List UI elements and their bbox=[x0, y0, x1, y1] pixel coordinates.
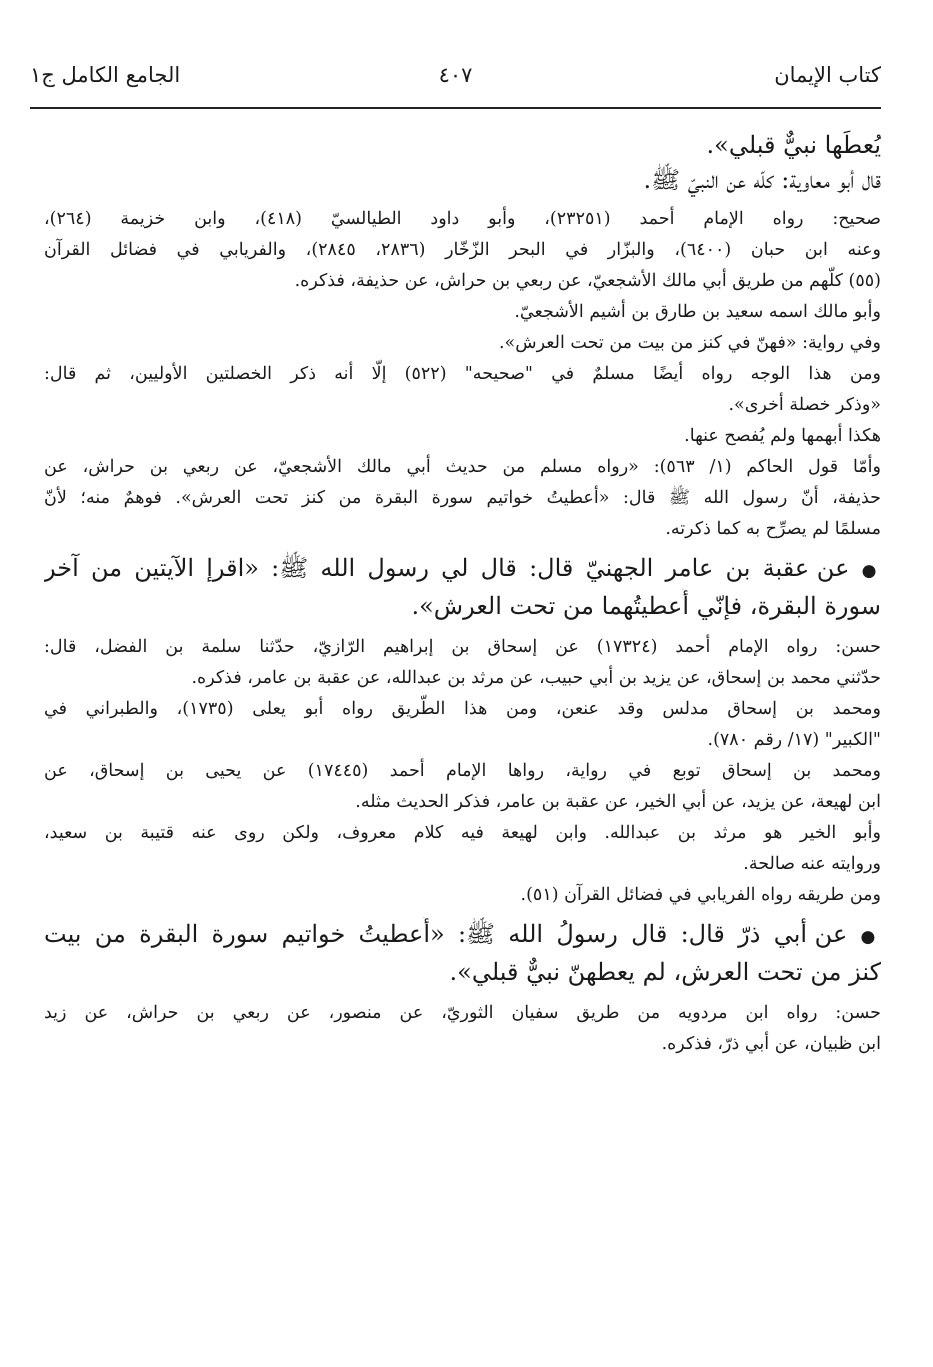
running-header bbox=[30, 60, 881, 100]
header-rule bbox=[30, 107, 881, 109]
commentary-line: ابن ظبيان، عن أبي ذرّ، فذكره. bbox=[661, 1034, 881, 1054]
commentary-line: ومحمد بن إسحاق مدلس وقد عنعن، ومن هذا الطّريق رواه أبو يعلى (١٧٣٥)، والطبراني في bbox=[44, 699, 881, 719]
commentary-line: مسلمًا لم يصرِّح به كما ذكرته. bbox=[665, 519, 881, 539]
bullet-icon: ● bbox=[861, 561, 881, 581]
hadith-text-line: كنز من تحت العرش، لم يعطهنّ نبيٌّ قبلي». bbox=[449, 958, 881, 986]
commentary-line: هكذا أبهمها ولم يُفصح عنها. bbox=[684, 426, 881, 446]
commentary-line: وعنه ابن حبان (٦٤٠٠)، والبزّار في البحر الزّخّار (٢٨٣٦، ٢٨٤٥)، والفريابي في فضائل القرآن bbox=[44, 240, 881, 260]
page-number: ٤٠٧ bbox=[438, 63, 473, 87]
page-body bbox=[44, 128, 881, 1060]
hadith-text: عن عقبة بن عامر الجهنيّ قال: قال لي رسول الله ﷺ: «اقرإ الآيتين من آخر bbox=[44, 554, 850, 582]
hadith-text-line: سورة البقرة، فإنّي أُعطيتُهما من تحت العرش». bbox=[411, 592, 881, 620]
commentary-line: حسن: رواه الإمام أحمد (١٧٣٢٤) عن إسحاق بن إبراهيم الرّازيّ، حدّثنا سلمة بن الفضل، قال: bbox=[44, 637, 881, 657]
commentary-line: حذيفة، أنّ رسول الله ﷺ قال: «أعطيتُ خواتيم سورة البقرة من كنز تحت العرش». فوهمٌ منه؛ لأنّ bbox=[44, 488, 881, 508]
hadith-text-line bbox=[44, 917, 881, 955]
hadith-text-line bbox=[44, 551, 881, 589]
commentary-line: ومحمد بن إسحاق توبع في رواية، رواها الإمام أحمد (١٧٤٤٥) عن يحيى بن إسحاق، عن bbox=[44, 761, 881, 781]
book-title: الجامع الكامل ج١ bbox=[30, 63, 181, 87]
commentary-line: ومن هذا الوجه رواه أيضًا مسلمٌ في "صحيحه" (٥٢٢) إلّا أنه ذكر الخصلتين الأوليين، ثم قال: bbox=[44, 364, 881, 384]
commentary-line: ومن طريقه رواه الفريابي في فضائل القرآن (٥١). bbox=[520, 885, 881, 905]
hadith-text-line: قال أبو معاوية: كلّه عن النبيّ ﷺ. bbox=[643, 166, 881, 194]
commentary-line: وأبو الخير هو مرثد بن عبدالله. وابن لهيعة فيه كلام معروف، ولكن روى عنه قتيبة بن سعيد، bbox=[44, 823, 881, 843]
hadith-text: عن أبي ذرّ قال: قال رسولُ الله ﷺ: «أُعطيتُ خواتيم سورة البقرة من بيت bbox=[44, 920, 848, 948]
commentary-line: حسن: رواه ابن مردويه من طريق سفيان الثوريّ، عن منصور، عن ربعي بن حراش، عن زيد bbox=[44, 1003, 881, 1023]
commentary-line: وروايته عنه صالحة. bbox=[743, 854, 881, 874]
commentary-line: ابن لهيعة، عن يزيد، عن أبي الخير، عن عقبة بن عامر، فذكر الحديث مثله. bbox=[355, 792, 881, 812]
commentary-line: (٥٥) كلّهم من طريق أبي مالك الأشجعيّ، عن ربعي بن حراش، عن حذيفة، فذكره. bbox=[294, 271, 881, 291]
commentary-line: حدّثني محمد بن إسحاق، عن يزيد بن أبي حبيب، عن مرثد بن عبدالله، عن عقبة بن عامر، فذكره. bbox=[191, 668, 881, 688]
commentary-line: "الكبير" (١٧/ رقم ٧٨٠). bbox=[707, 730, 881, 750]
hadith-text-line: يُعطَها نبيٌّ قبلي». bbox=[706, 131, 881, 159]
commentary-line: صحيح: رواه الإمام أحمد (٢٣٢٥١)، وأبو داود الطيالسيّ (٤١٨)، وابن خزيمة (٢٦٤)، bbox=[44, 209, 881, 229]
chapter-title: كتاب الإيمان bbox=[774, 63, 881, 87]
commentary-line: «وذكر خصلة أخرى». bbox=[728, 395, 881, 415]
commentary-line: وفي رواية: «فهنّ في كنز من بيت من تحت العرش». bbox=[498, 333, 881, 353]
commentary-line: وأمّا قول الحاكم (١/ ٥٦٣): «رواه مسلم من حديث أبي مالك الأشجعيّ، عن ربعي بن حراش، عن bbox=[44, 457, 881, 477]
commentary-line: وأبو مالك اسمه سعيد بن طارق بن أشيم الأشجعيّ. bbox=[514, 302, 881, 322]
bullet-icon: ● bbox=[860, 927, 881, 947]
